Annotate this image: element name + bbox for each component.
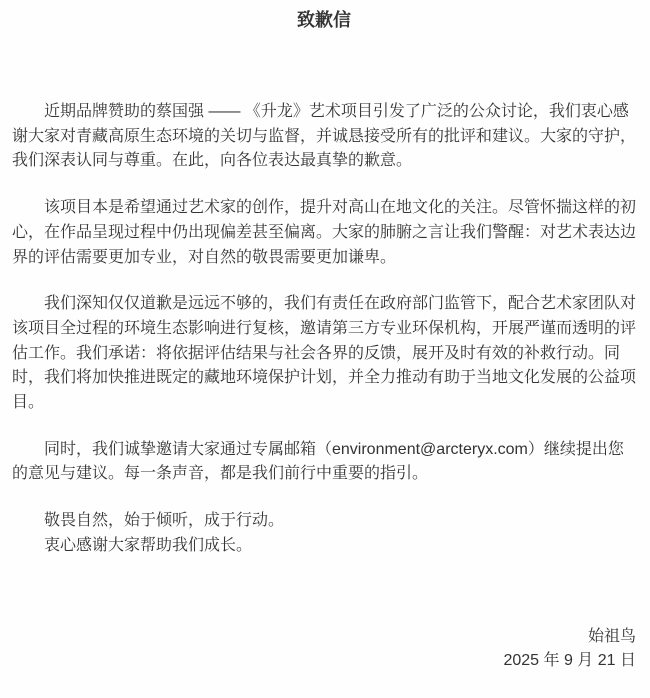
letter-paragraph-4: 同时，我们诚挚邀请大家通过专属邮箱（environment@arcteryx.com）继续提出您的意见与建议。每一条声音，都是我们前行中重要的指引。 — [12, 440, 624, 483]
signature-date: 2025 年 9 月 21 日 — [503, 652, 636, 670]
closing-line-1: 敬畏自然，始于倾听，成于行动。 — [44, 512, 285, 530]
letter-title: 致歉信 — [297, 10, 351, 30]
letter-paragraph-1: 近期品牌赞助的蔡国强 —— 《升龙》艺术项目引发了广泛的公众讨论，我们衷心感谢大家对青藏高原生态环境的关切与监督，并诚恳接受所有的批评和建议。大家的守护，我们深表认同与尊重。在此，向各位表达最真挚的歉意。 — [12, 103, 637, 170]
signature-block — [12, 625, 636, 674]
letter-paragraph-2: 该项目本是希望通过艺术家的创作，提升对高山在地文化的关注。尽管怀揣这样的初心，在作品呈现过程中仍出现偏差甚至偏离。大家的肺腑之言让我们警醒：对艺术表达边界的评估需要更加专业，对自然的敬畏需要更加谦卑。 — [12, 199, 637, 266]
letter-paragraph-3: 我们深知仅仅道歉是远远不够的，我们有责任在政府部门监管下，配合艺术家团队对该项目全过程的环境生态影响进行复核，邀请第三方专业环保机构，开展严谨而透明的评估工作。我们承诺：将依据评估结果与社会各界的反馈，展开及时有效的补救行动。同时，我们将加快推进既定的藏地环境保护计划，并全力推动有助于当地文化发展的公益项目。 — [12, 295, 637, 412]
closing-line-2: 衷心感谢大家帮助我们成长。 — [44, 536, 253, 554]
signature-name: 始祖鸟 — [587, 627, 636, 645]
